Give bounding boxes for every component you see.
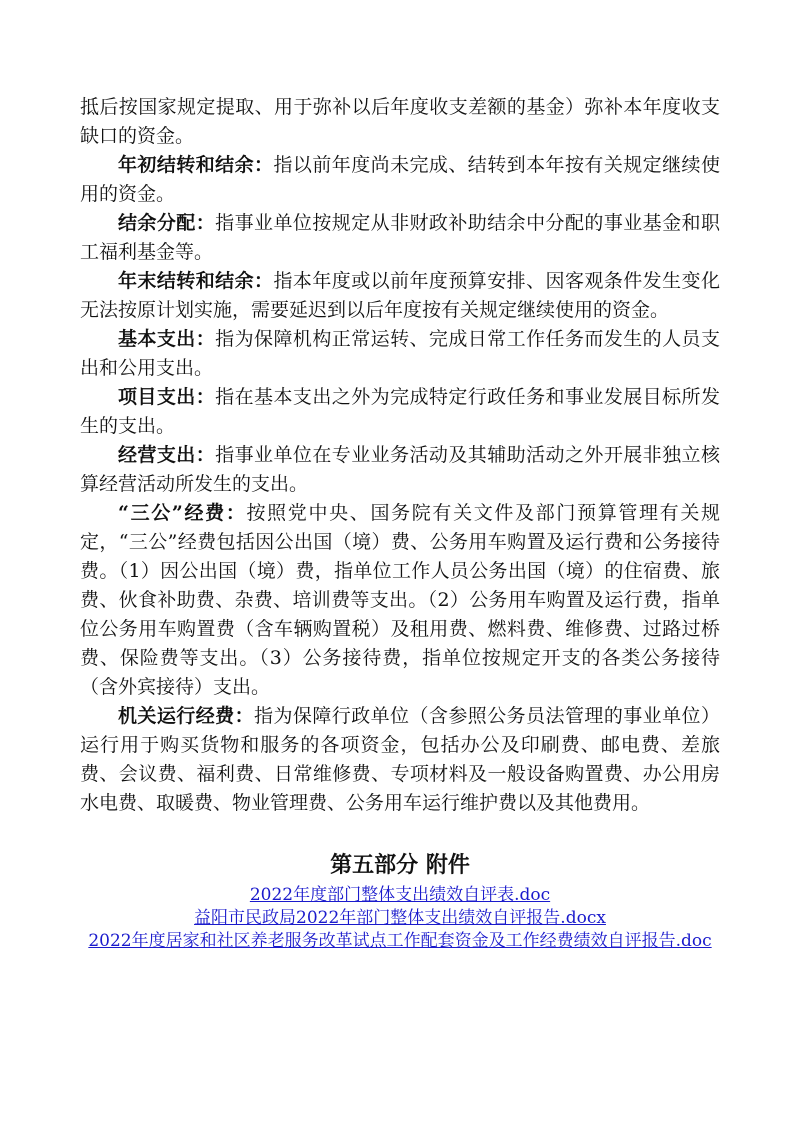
definition-text: 指事业单位在专业业务活动及其辅助活动之外开展非独立核算经营活动所发生的支出。 <box>80 444 720 495</box>
definition-text: 指事业单位按规定从非财政补助结余中分配的事业基金和职工福利基金等。 <box>80 212 720 263</box>
definition-text: 指为保障行政单位（含参照公务员法管理的事业单位）运行用于购买货物和服务的各项资金，包括办公及印刷费、邮电费、差旅费、会议费、福利费、日常维修费、专项材料及一般设备购置费、办公用房水电费、取暖费、物业管理费、公务用车运行维护费以及其他费用。 <box>80 705 720 814</box>
attachment-link-evaluation-form[interactable]: 2022年度部门整体支出绩效自评表.doc <box>249 885 551 905</box>
definition-term: 基本支出： <box>118 328 216 350</box>
intro-paragraph: 抵后按国家规定提取、用于弥补以后年度收支差额的基金）弥补本年度收支缺口的资金。 <box>80 96 720 147</box>
definition-term: 结余分配： <box>118 212 216 234</box>
definition-text: 指为保障机构正常运转、完成日常工作任务而发生的人员支出和公用支出。 <box>80 328 720 379</box>
definition-term: 年初结转和结余： <box>118 154 274 176</box>
definition-paragraph <box>80 702 720 818</box>
document-page <box>80 93 720 953</box>
definition-term: 年末结转和结余： <box>118 270 274 292</box>
definition-paragraph <box>80 209 720 267</box>
definition-paragraph <box>80 499 720 702</box>
definition-paragraph <box>80 325 720 383</box>
attachment-link-elderly-care-report[interactable]: 2022年度居家和社区养老服务改革试点工作配套资金及工作经费绩效自评报告.doc <box>88 931 712 951</box>
attachment-list <box>80 884 720 953</box>
definition-paragraph <box>80 383 720 441</box>
definition-paragraph <box>80 267 720 325</box>
definition-text: 指在基本支出之外为完成特定行政任务和事业发展目标所发生的支出。 <box>80 386 720 437</box>
attachment-link-evaluation-report[interactable]: 益阳市民政局2022年部门整体支出绩效自评报告.docx <box>194 908 606 928</box>
definition-term: 机关运行经费： <box>118 705 255 727</box>
definition-text: 按照党中央、国务院有关文件及部门预算管理有关规定，“三公”经费包括因公出国（境）费、公务用车购置及运行费和公务接待费。（1）因公出国（境）费，指单位工作人员公务出国（境）的住宿费、旅费、伙食补助费、杂费、培训费等支出。（2）公务用车购置及运行费，指单位公务用车购置费（含车辆购置税）及租用费、燃料费、维修费、过路过桥费、保险费等支出。（3）公务接待费，指单位按规定开支的各类公务接待（含外宾接待）支出。 <box>80 502 720 698</box>
definition-text: 指本年度或以前年度预算安排、因客观条件发生变化无法按原计划实施，需要延迟到以后年度按有关规定继续使用的资金。 <box>80 270 720 321</box>
definition-term: “三公”经费： <box>118 502 247 524</box>
definition-term: 项目支出： <box>118 386 216 408</box>
definition-text: 指以前年度尚未完成、结转到本年按有关规定继续使用的资金。 <box>80 154 720 205</box>
section-title: 第五部分 附件 <box>330 852 470 878</box>
definition-term: 经营支出： <box>118 444 216 466</box>
definition-paragraph <box>80 151 720 209</box>
definition-paragraph <box>80 441 720 499</box>
